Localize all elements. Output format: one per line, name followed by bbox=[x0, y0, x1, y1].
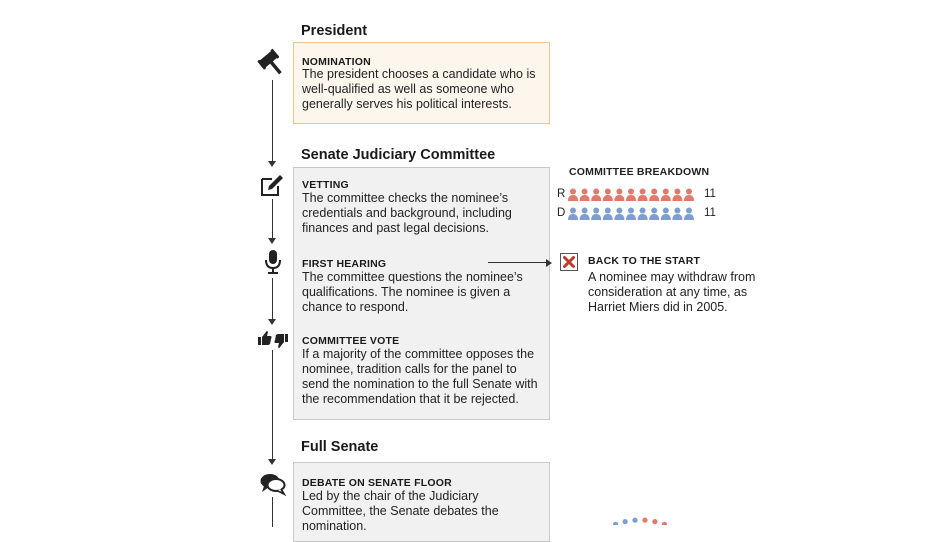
flow-line-3 bbox=[272, 278, 273, 320]
committee-box bbox=[293, 167, 550, 420]
senate-seat-republican bbox=[652, 519, 657, 524]
edit-pen-icon bbox=[259, 174, 285, 198]
withdraw-arrow-line bbox=[488, 262, 546, 263]
vetting-text: The committee checks the nominee’s credentials and background, including finances and past legal decisions. bbox=[302, 191, 512, 235]
thumbs-up-down-icon bbox=[257, 330, 289, 350]
flow-arrow-1 bbox=[268, 161, 276, 167]
section-title-committee: Senate Judiciary Committee bbox=[301, 147, 496, 163]
republican-seat-icon bbox=[638, 189, 648, 202]
flow-line-5 bbox=[272, 497, 273, 527]
democrat-seat-icon bbox=[580, 208, 590, 221]
back-to-start-text: A nominee may withdraw from consideration at any time, as Harriet Miers did in 2005. bbox=[588, 270, 756, 314]
withdraw-arrowhead bbox=[546, 259, 552, 267]
senate-seat-chart bbox=[560, 460, 740, 525]
republican-seat-icon bbox=[603, 189, 613, 202]
nomination-box bbox=[293, 42, 550, 124]
democrat-seat-icon bbox=[568, 208, 578, 221]
vote-label: COMMITTEE VOTE bbox=[302, 335, 400, 347]
democrat-seat-icon bbox=[626, 208, 636, 221]
flow-line-2 bbox=[272, 199, 273, 239]
senate-seat-democrat bbox=[623, 519, 628, 524]
flow-line-4 bbox=[272, 350, 273, 460]
democrat-seat-icon bbox=[661, 208, 671, 221]
committee-breakdown-title: COMMITTEE BREAKDOWN bbox=[569, 166, 710, 178]
democrat-seat-icon bbox=[649, 208, 659, 221]
debate-text: Led by the chair of the Judiciary Committee, the Senate debates the nomination. bbox=[302, 489, 499, 533]
back-to-start-title: BACK TO THE START bbox=[588, 255, 701, 267]
nomination-text: The president chooses a candidate who is well-qualified as well as someone who generally serves his political interests. bbox=[302, 67, 536, 111]
flow-arrow-2 bbox=[268, 238, 276, 244]
flow-line-1 bbox=[272, 80, 273, 163]
debate-label: DEBATE ON SENATE FLOOR bbox=[302, 477, 452, 489]
republican-seat-icon bbox=[626, 189, 636, 202]
senate-box bbox=[293, 462, 550, 542]
democrat-seat-icon bbox=[638, 208, 648, 221]
gavel-icon bbox=[257, 47, 287, 77]
republican-seat-icon bbox=[580, 189, 590, 202]
democrat-seat-icon bbox=[591, 208, 601, 221]
section-title-senate: Full Senate bbox=[301, 439, 379, 455]
vetting-label: VETTING bbox=[302, 179, 349, 191]
republican-seat-icon bbox=[649, 189, 659, 202]
republican-seat-icon bbox=[591, 189, 601, 202]
democrat-seat-icon bbox=[684, 208, 694, 221]
republican-seat-icon bbox=[672, 189, 682, 202]
hearing-text: The committee questions the nominee’s qualifications. The nominee is given a chance to respond. bbox=[302, 270, 523, 314]
democrat-count: 11 bbox=[704, 207, 716, 219]
senate-seat-democrat bbox=[632, 518, 637, 523]
x-mark-icon bbox=[561, 254, 577, 270]
republican-seat-icon bbox=[614, 189, 624, 202]
flow-arrow-4 bbox=[268, 459, 276, 465]
republican-seat-icon bbox=[568, 189, 578, 202]
x-mark-box bbox=[560, 253, 578, 271]
nomination-label: NOMINATION bbox=[302, 56, 371, 68]
hearing-label: FIRST HEARING bbox=[302, 258, 387, 270]
senate-seat-republican bbox=[642, 518, 647, 523]
democrat-seats bbox=[568, 207, 703, 221]
section-title-president: President bbox=[301, 23, 368, 39]
republican-count: 11 bbox=[704, 188, 716, 200]
party-label-democrat: D bbox=[557, 207, 566, 219]
republican-seat-icon bbox=[661, 189, 671, 202]
democrat-seat-icon bbox=[603, 208, 613, 221]
vote-text: If a majority of the committee opposes the nominee, tradition calls for the panel to send the nomination to the full Senate with the recommendation that it be rejected. bbox=[302, 347, 538, 406]
party-label-republican: R bbox=[557, 188, 566, 200]
flow-arrow-3 bbox=[268, 319, 276, 325]
speech-bubbles-icon bbox=[259, 472, 287, 496]
democrat-seat-icon bbox=[672, 208, 682, 221]
democrat-seat-icon bbox=[614, 208, 624, 221]
microphone-icon bbox=[264, 249, 282, 275]
republican-seats bbox=[568, 188, 703, 202]
republican-seat-icon bbox=[684, 189, 694, 202]
